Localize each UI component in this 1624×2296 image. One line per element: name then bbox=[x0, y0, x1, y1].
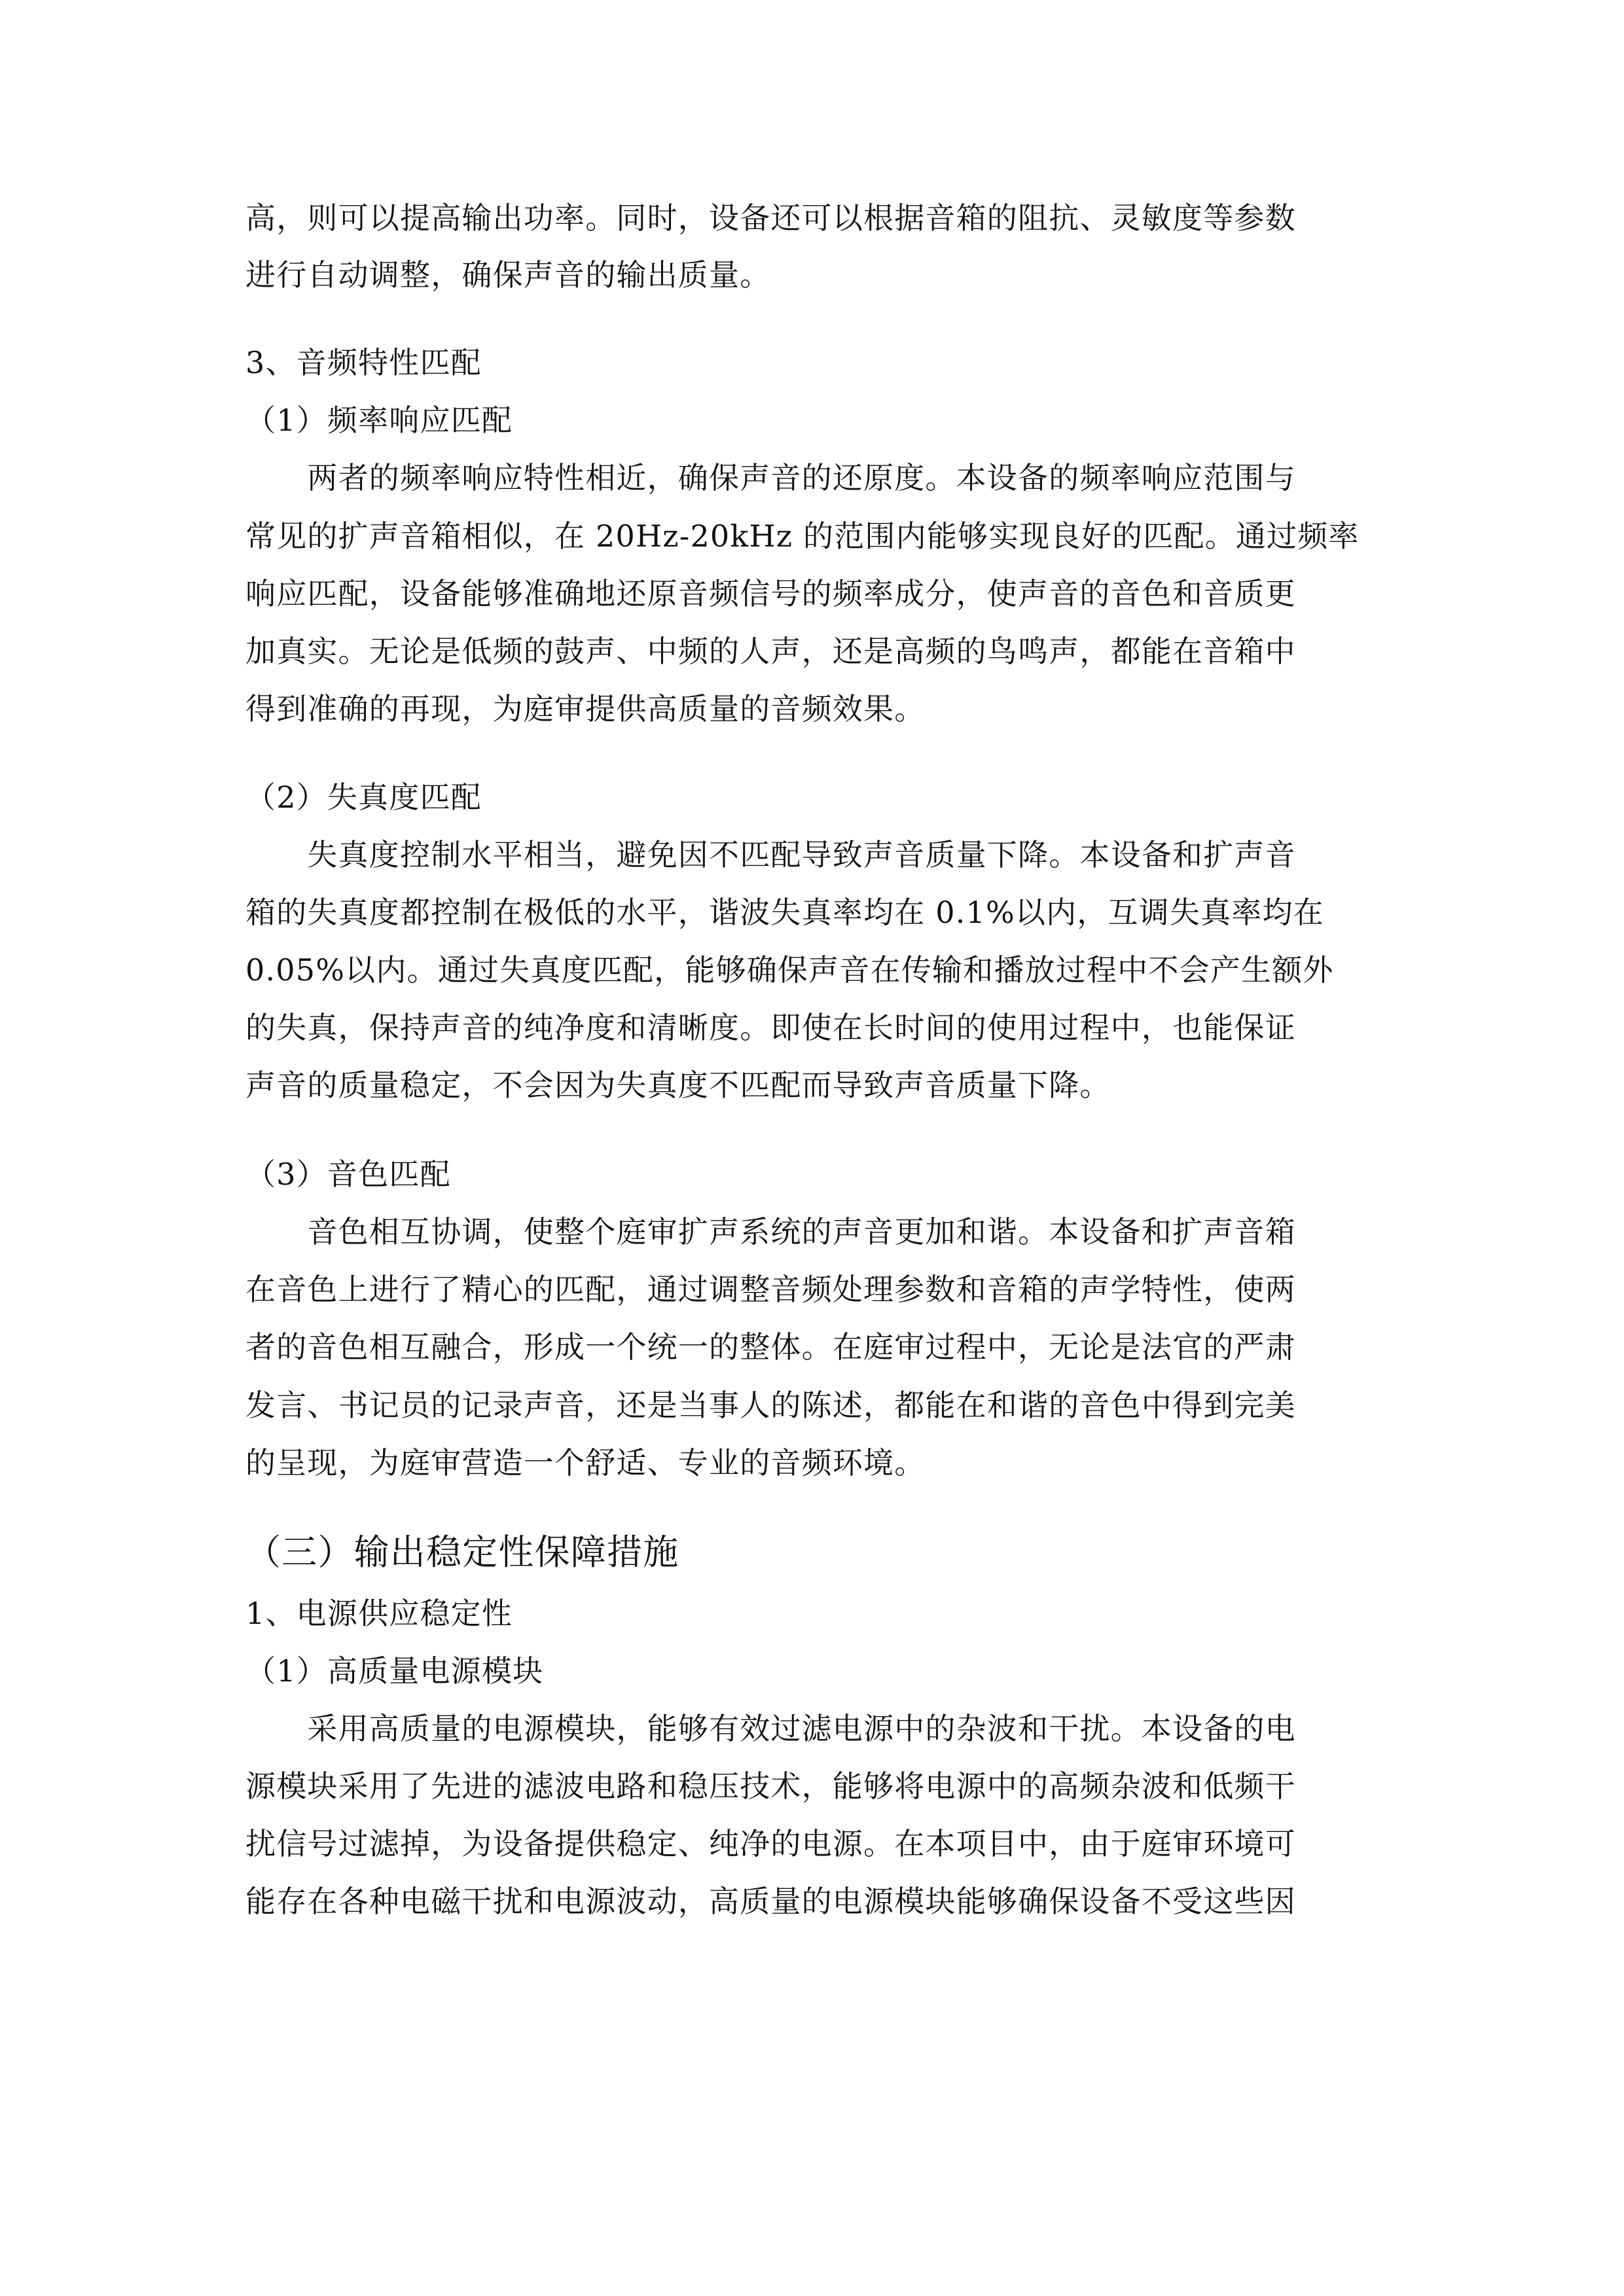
paragraph-line: 的呈现，为庭审营造一个舒适、专业的音频环境。 bbox=[245, 1445, 926, 1480]
heading-power-supply: 1、电源供应稳定性 bbox=[245, 1596, 513, 1631]
paragraph-line: 音色相互协调，使整个庭审扩声系统的声音更加和谐。本设备和扩声音箱 bbox=[245, 1214, 1296, 1249]
paragraph-line: 进行自动调整，确保声音的输出质量。 bbox=[245, 257, 771, 293]
paragraph-line: 得到准确的再现，为庭审提供高质量的音频效果。 bbox=[245, 691, 926, 726]
paragraph-line: 能存在各种电磁干扰和电源波动，高质量的电源模块能够确保设备不受这些因 bbox=[245, 1884, 1296, 1919]
paragraph-line: 源模块采用了先进的滤波电路和稳压技术，能够将电源中的高频杂波和低频干 bbox=[245, 1768, 1296, 1804]
heading-power-module: （1）高质量电源模块 bbox=[245, 1653, 544, 1689]
heading-frequency-response: （1）频率响应匹配 bbox=[245, 403, 513, 438]
heading-output-stability: （三）输出稳定性保障措施 bbox=[245, 1532, 679, 1573]
paragraph-line: 响应匹配，设备能够准确地还原音频信号的频率成分，使声音的音色和音质更 bbox=[245, 576, 1296, 611]
paragraph-line: 发言、书记员的记录声音，还是当事人的陈述，都能在和谐的音色中得到完美 bbox=[245, 1388, 1296, 1423]
paragraph-line: 的失真，保持声音的纯净度和清晰度。即使在长时间的使用过程中，也能保证 bbox=[245, 1010, 1296, 1045]
paragraph-line: 常见的扩声音箱相似，在 20Hz-20kHz 的范围内能够实现良好的匹配。通过频率 bbox=[245, 518, 1360, 554]
paragraph-line: 失真度控制水平相当，避免因不匹配导致声音质量下降。本设备和扩声音 bbox=[245, 837, 1296, 872]
paragraph-line: 者的音色相互融合，形成一个统一的整体。在庭审过程中，无论是法官的严肃 bbox=[245, 1329, 1296, 1365]
paragraph-line: 在音色上进行了精心的匹配，通过调整音频处理参数和音箱的声学特性，使两 bbox=[245, 1272, 1296, 1307]
paragraph-line: 两者的频率响应特性相近，确保声音的还原度。本设备的频率响应范围与 bbox=[245, 460, 1296, 495]
paragraph-line: 箱的失真度都控制在极低的水平，谐波失真率均在 0.1%以内，互调失真率均在 bbox=[245, 895, 1324, 930]
paragraph-line: 扰信号过滤掉，为设备提供稳定、纯净的电源。在本项目中，由于庭审环境可 bbox=[245, 1826, 1296, 1861]
paragraph-line: 采用高质量的电源模块，能够有效过滤电源中的杂波和干扰。本设备的电 bbox=[245, 1711, 1296, 1746]
paragraph-line: 0.05%以内。通过失真度匹配，能够确保声音在传输和播放过程中不会产生额外 bbox=[245, 952, 1334, 988]
heading-distortion: （2）失真度匹配 bbox=[245, 780, 482, 815]
heading-timbre: （3）音色匹配 bbox=[245, 1157, 451, 1192]
paragraph-line: 声音的质量稳定，不会因为失真度不匹配而导致声音质量下降。 bbox=[245, 1067, 1111, 1103]
paragraph-line: 加真实。无论是低频的鼓声、中频的人声，还是高频的鸟鸣声，都能在音箱中 bbox=[245, 634, 1296, 669]
heading-audio-matching: 3、音频特性匹配 bbox=[245, 345, 482, 380]
paragraph-line: 高，则可以提高输出功率。同时，设备还可以根据音箱的阻抗、灵敏度等参数 bbox=[245, 200, 1296, 236]
